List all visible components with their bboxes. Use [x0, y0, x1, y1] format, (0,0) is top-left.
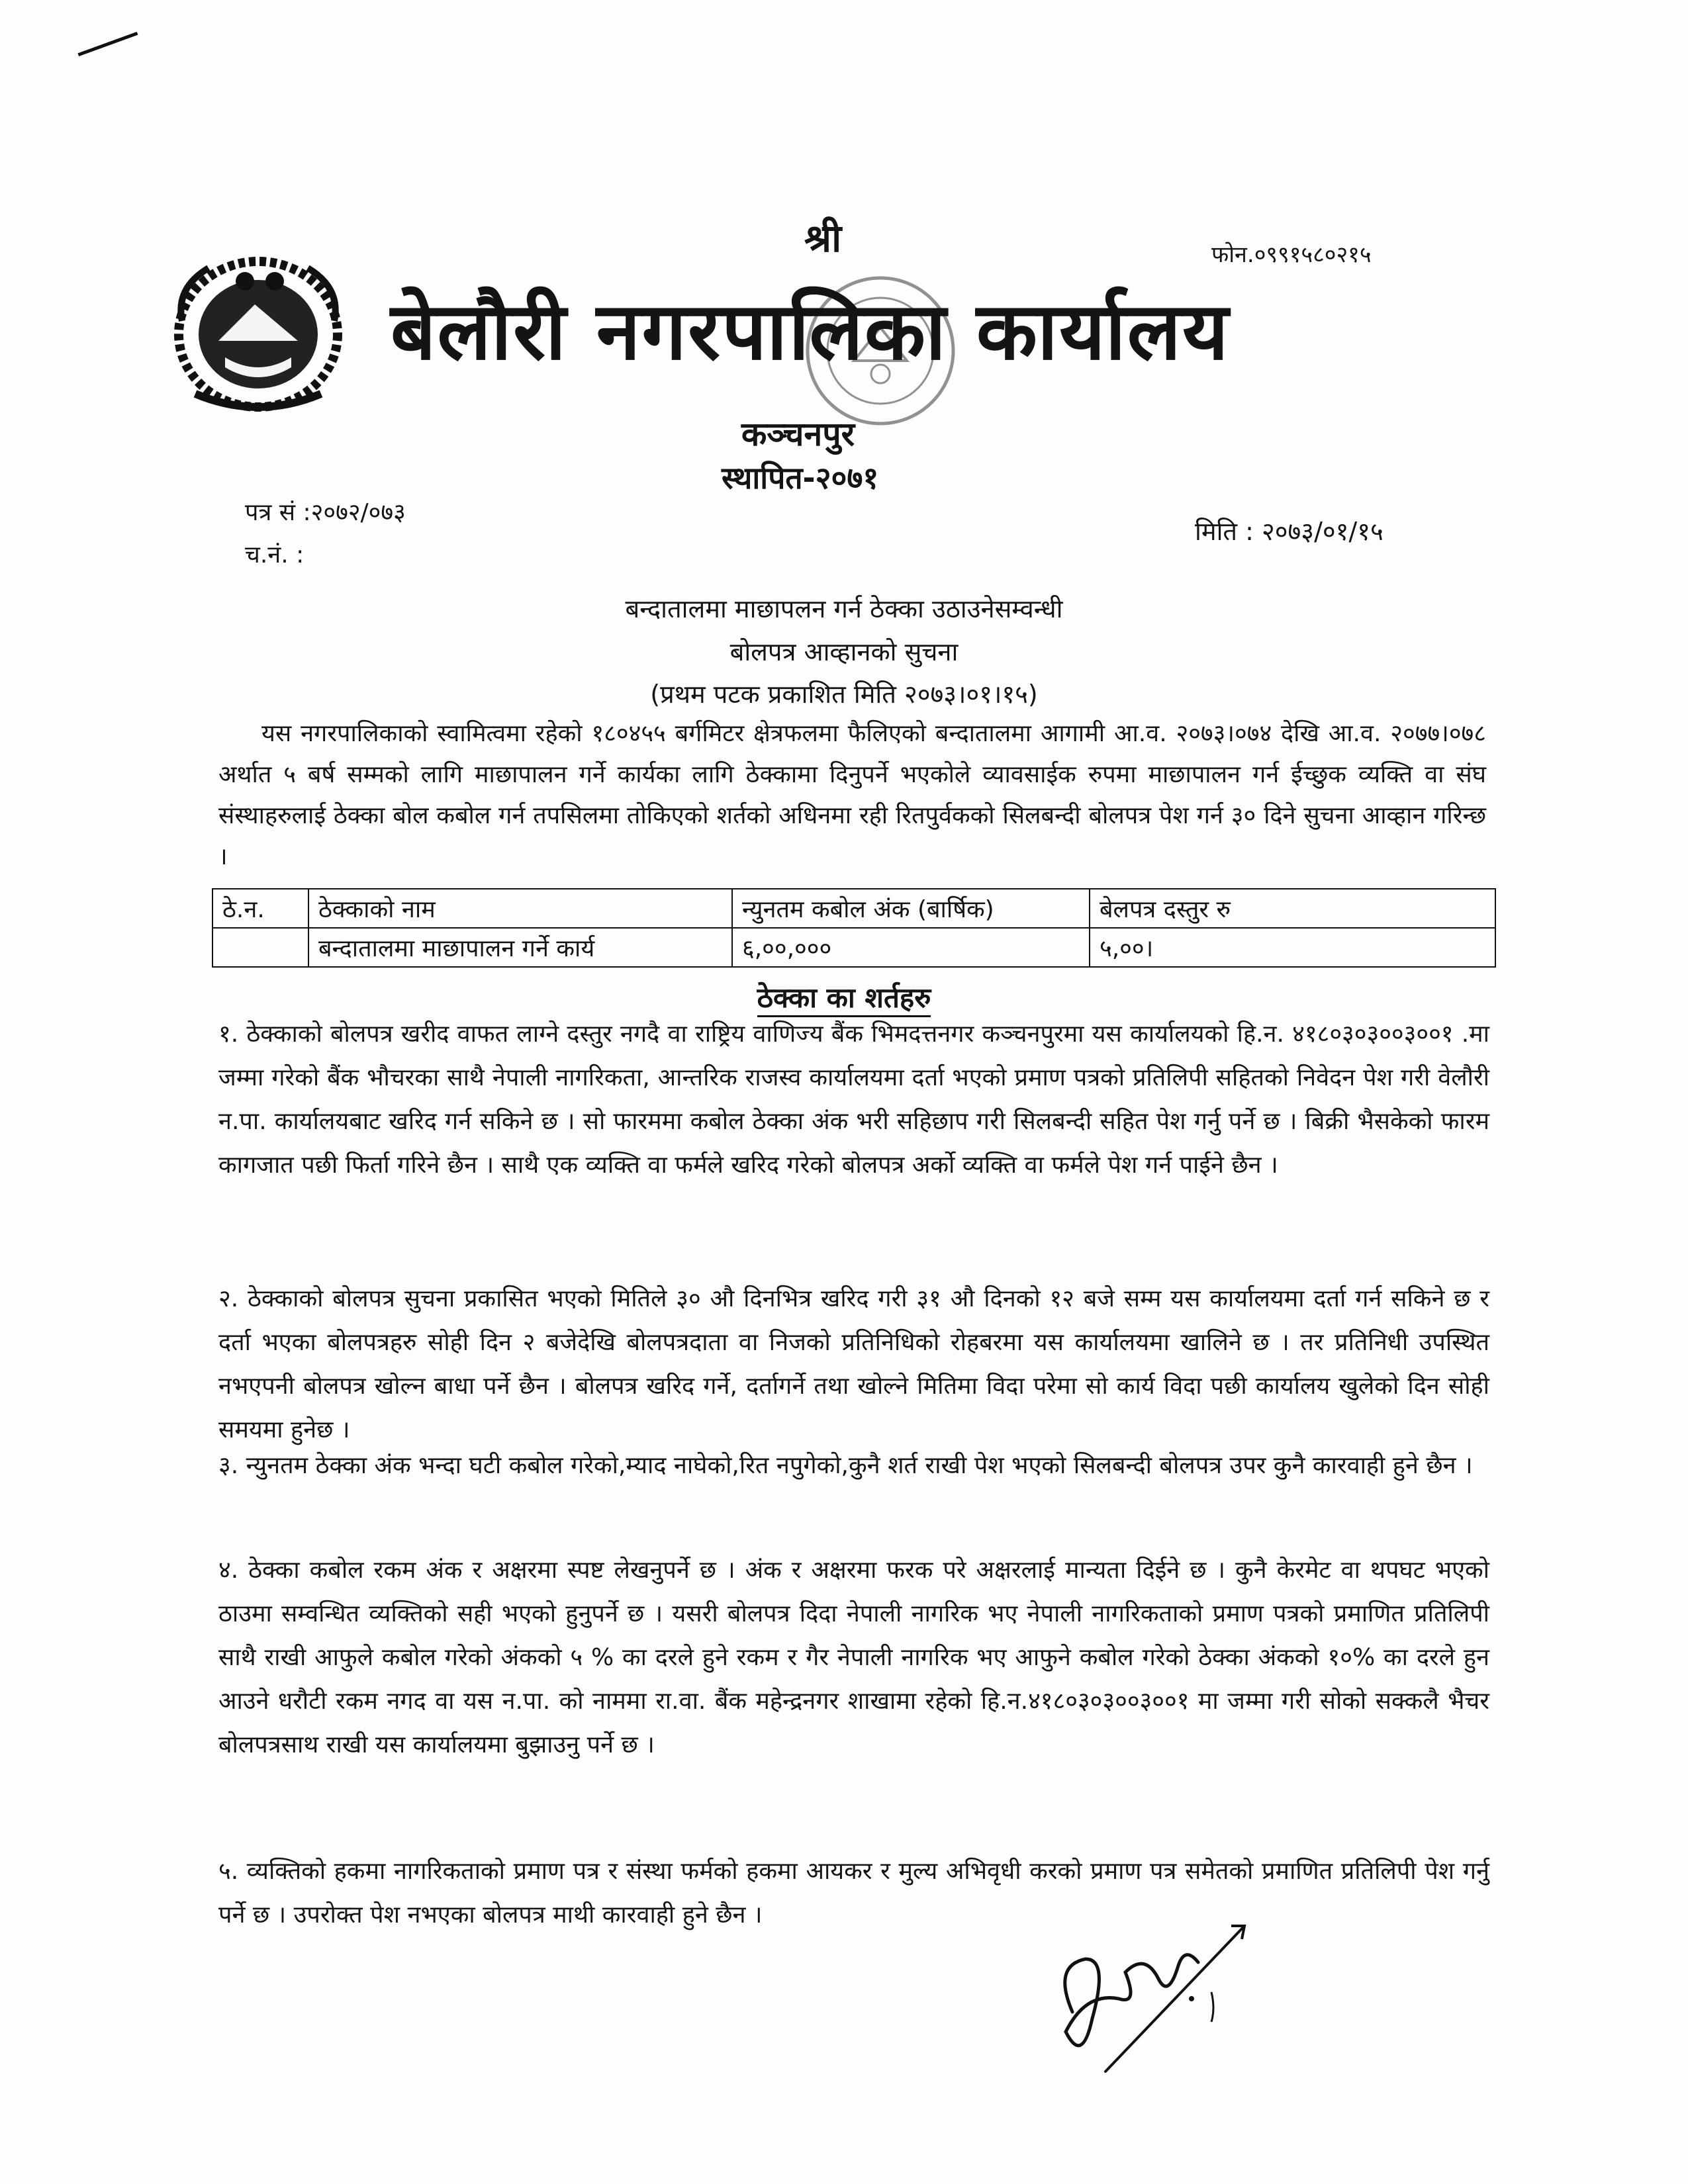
subject-line-1: बन्दातालमा माछापलन गर्न ठेक्का उठाउनेसम्वन्धी — [625, 594, 1063, 623]
term-item: २. ठेक्काको बोलपत्र सुचना प्रकासित भएको मितिले ३० औ दिनभित्र खरिद गरी ३१ औ दिनको १२ बजे सम्म यस कार्यालयमा दर्ता गर्न सकिने छ र दर्ता भएका बोलपत्रहरु सोही दिन २ बजेदेखि बोलपत्रदाता वा निजको प्रतिनिधिको रोहबरमा यस कार्यालयमा खालिने छ । तर प्रतिनिधी उपस्थित नभएपनी बोलपत्र खोल्न बाधा पर्ने छैन । बोलपत्र खरिद गर्ने, दर्तागर्ने तथा खोल्ने मितिमा विदा परेमा सो कार्य विदा पछी कार्यालय खुलेको दिन सोही समयमा हुनेछ । — [218, 1285, 1489, 1443]
phone-number: फोन.०९९१५८०२१५ — [1211, 242, 1372, 268]
intro-paragraph: यस नगरपालिकाको स्वामित्वमा रहेको १८०४५५ बर्गमिटर क्षेत्रफलमा फैलिएको बन्दातालमा आगामी आ.व. २०७३।०७४ देखि आ.व. २०७७।०७८ अर्थात ५ बर्ष सम्मको लागि माछापालन गर्ने कार्यका लागि ठेक्कामा दिनुपर्ने भएकोले व्यावसाईक रुपमा माछापालन गर्न ईच्छुक व्यक्ति वा संघ संस्थाहरुलाई ठेक्का बोल कबोल गर्न तपसिलमा तोकिएको शर्तको अधिनमा रही रितपुर्वकको सिलबन्दी बोलपत्र पेश गर्न ३० दिने सुचना आव्हान गरिन्छ । — [218, 720, 1486, 870]
invocation-text: श्री — [804, 216, 842, 261]
table-header: ठेक्काको नाम — [308, 889, 732, 928]
letter-number: पत्र सं :२०७२/०७३ — [245, 499, 406, 526]
table-cell — [212, 928, 308, 967]
terms-heading-text: ठेक्का का शर्तहरु — [757, 981, 931, 1017]
table-header: न्युनतम कबोल अंक (बार्षिक) — [732, 889, 1090, 928]
district-name: कञ्चनपुर — [741, 415, 855, 453]
term-item: ४. ठेक्का कबोल रकम अंक र अक्षरमा स्पष्ट लेखनुपर्ने छ । अंक र अक्षरमा फरक परे अक्षरलाई मान्यता दिईने छ । कुनै केरमेट वा थपघट भएको ठाउमा सम्वन्धित व्यक्तिको सही भएको हुनुपर्ने छ । यसरी बोलपत्र दिदा नेपाली नागरिक भए नेपाली नागरिकताको प्रमाण पत्रको प्रमाणित प्रतिलिपी साथै राखी आफुले कबोल गरेको अंकको ५ % का दरले हुने रकम र गैर नेपाली नागरिक भए आफुने कबोल गरेको ठेक्का अंकको १०% का दरले हुन आउने धरौटी रकम नगद वा यस न.पा. को नाममा रा.वा. बैंक महेन्द्रनगर शाखामा रहेको हि.न.४१८०३०३००३००१ मा जम्मा गरी सोको सक्कलै भैचर बोलपत्रसाथ राखी यस कार्यालयमा बुझाउनु पर्ने छ । — [218, 1557, 1489, 1758]
dispatch-number: च.नं. : — [245, 541, 305, 569]
stray-pen-mark — [77, 32, 140, 63]
term-item: १. ठेक्काको बोलपत्र खरीद वाफत लाग्ने दस्तुर नगदै वा राष्ट्रिय वाणिज्य बैंक भिमदत्तनगर कञ्चनपुरमा यस कार्यालयको हि.न. ४१८०३०३००३००१ .मा जम्मा गरेको बैंक भौचरका साथै नेपाली नागरिकता, आन्तरिक राजस्व कार्यालयमा दर्ता भएको प्रमाण पत्रको प्रतिलिपी सहितको निवेदन पेश गरी वेलौरी न.पा. कार्यालयबाट खरिद गर्न सकिने छ । सो फारममा कबोल ठेक्का अंक भरी सहिछाप गरी सिलबन्दी सहित पेश गर्नु पर्ने छ । बिक्री भैसकेको फारम कागजात पछी फिर्ता गरिने छैन । साथै एक व्यक्ति वा फर्मले खरिद गरेको बोलपत्र अर्को व्यक्ति वा फर्मले पेश गर्न पाईने छैन । — [218, 1021, 1489, 1179]
letter-date: मिति : २०७३/०१/१५ — [1195, 517, 1383, 546]
term-item: ५. व्यक्तिको हकमा नागरिकताको प्रमाण पत्र र संस्था फर्मको हकमा आयकर र मुल्य अभिवृधी करको प्रमाण पत्र समेतको प्रमाणित प्रतिलिपी पेश गर्नु पर्ने छ । उपरोक्त पेश नभएका बोलपत्र माथी कारवाही हुने छैन । — [218, 1858, 1489, 1929]
table-row — [212, 928, 1495, 967]
table-header: बेलपत्र दस्तुर रु — [1090, 889, 1495, 928]
table-header: ठे.न. — [212, 889, 308, 928]
terms-heading — [0, 978, 1688, 1016]
signature-icon — [1046, 1913, 1258, 2078]
nepal-emblem-icon — [156, 242, 361, 420]
established-year: स्थापित-२०७१ — [722, 460, 879, 496]
table-cell: ५,००। — [1090, 928, 1495, 967]
subject-line-3: (प्रथम पटक प्रकाशित मिति २०७३।०१।१५) — [650, 680, 1038, 709]
table-cell: ६,००,००० — [732, 928, 1090, 967]
table-cell: बन्दातालमा माछापालन गर्ने कार्य — [308, 928, 732, 967]
subject-line-2: बोलपत्र आव्हानको सुचना — [729, 637, 959, 666]
office-name: बेलौरी नगरपालिका कार्यालय — [391, 285, 1230, 378]
table-header-row — [212, 889, 1495, 928]
term-item: ३. न्युनतम ठेक्का अंक भन्दा घटी कबोल गरेको,म्याद नाघेको,रित नपुगेको,कुनै शर्त राखी पेश भएको सिलबन्दी बोलपत्र उपर कुनै कारवाही हुने छैन । — [218, 1452, 1473, 1479]
tender-table — [212, 888, 1496, 968]
